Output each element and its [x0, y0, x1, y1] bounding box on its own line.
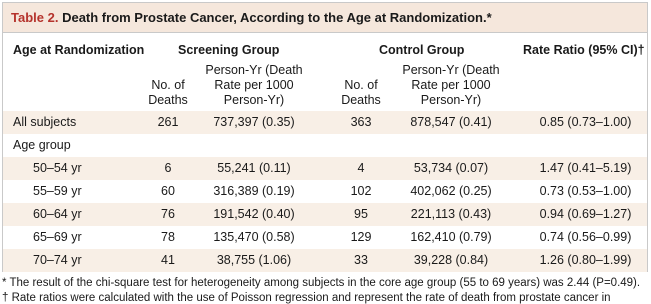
row-label: 60–64 yr [33, 207, 82, 221]
rate-ratio-cell: 0.73 (0.53–1.00) [539, 184, 632, 198]
subheader-screening-deaths: No. of Deaths [148, 78, 188, 107]
subheader-control-person-years: Person-Yr (Death Rate per 1000 Person-Yr) [402, 63, 500, 107]
screening-deaths-cell: 76 [161, 207, 175, 221]
row-label: 65–69 yr [33, 230, 82, 244]
rate-ratio-cell: 0.94 (0.69–1.27) [539, 207, 632, 221]
control-deaths-cell: 4 [357, 161, 365, 175]
screening-deaths-cell: 60 [161, 184, 175, 198]
control-deaths-cell: 95 [354, 207, 368, 221]
table-row [3, 203, 647, 226]
screening-person-years-cell: 316,389 (0.19) [213, 184, 295, 198]
table-title: Death from Prostate Cancer, According to the Age at Randomization.* [62, 10, 492, 25]
screening-person-years-cell: 191,542 (0.40) [213, 207, 295, 221]
control-person-years-cell: 402,062 (0.25) [410, 184, 492, 198]
row-label: Age group [13, 138, 71, 152]
table-title-bar [3, 3, 647, 33]
table-number: Table 2. [11, 10, 59, 25]
table-row [3, 134, 647, 157]
subheader-control-deaths: No. of Deaths [341, 78, 381, 107]
screening-deaths-cell: 78 [161, 230, 175, 244]
control-deaths-cell: 102 [350, 184, 372, 198]
rate-ratio-cell: 0.85 (0.73–1.00) [539, 115, 632, 129]
rate-ratio-cell: 0.74 (0.56–0.99) [539, 230, 632, 244]
control-deaths-cell: 33 [354, 253, 368, 267]
table-row [3, 249, 647, 272]
control-person-years-cell: 162,410 (0.79) [410, 230, 492, 244]
table-row [3, 226, 647, 249]
row-label: 70–74 yr [33, 253, 82, 267]
row-label: 50–54 yr [33, 161, 82, 175]
footnote-dagger: † Rate ratios were calculated with the use of Poisson regression and represent the rate of death from prostate cancer in [2, 292, 611, 304]
control-deaths-cell: 129 [350, 230, 372, 244]
screening-person-years-cell: 135,470 (0.58) [213, 230, 295, 244]
screening-deaths-cell: 261 [157, 115, 179, 129]
control-person-years-cell: 878,547 (0.41) [410, 115, 492, 129]
control-person-years-cell: 39,228 (0.84) [413, 253, 489, 267]
screening-person-years-cell: 737,397 (0.35) [213, 115, 295, 129]
data-table [2, 2, 648, 272]
rate-ratio-cell: 1.26 (0.80–1.99) [539, 253, 632, 267]
control-deaths-cell: 363 [350, 115, 372, 129]
screening-deaths-cell: 6 [164, 161, 172, 175]
subheader-screening-person-years: Person-Yr (Death Rate per 1000 Person-Yr) [205, 63, 303, 107]
screening-deaths-cell: 41 [161, 253, 175, 267]
header-rate-ratio: Rate Ratio (95% CI)† [523, 43, 645, 57]
header-screening: Screening Group [178, 43, 280, 57]
rate-ratio-cell: 1.47 (0.41–5.19) [539, 161, 632, 175]
table-row [3, 157, 647, 180]
header-control: Control Group [379, 43, 465, 57]
table-row [3, 111, 647, 134]
control-person-years-cell: 221,113 (0.43) [410, 207, 492, 221]
row-label: 55–59 yr [33, 184, 82, 198]
header-age: Age at Randomization [13, 43, 145, 57]
control-person-years-cell: 53,734 (0.07) [413, 161, 489, 175]
row-label: All subjects [13, 115, 77, 129]
screening-person-years-cell: 38,755 (1.06) [216, 253, 292, 267]
footnote-star: * The result of the chi-square test for heterogeneity among subjects in the core age group (55 to 69 years) was 2.44 (P=0.49). [2, 277, 641, 289]
screening-person-years-cell: 55,241 (0.11) [217, 161, 291, 175]
table-row [3, 180, 647, 203]
